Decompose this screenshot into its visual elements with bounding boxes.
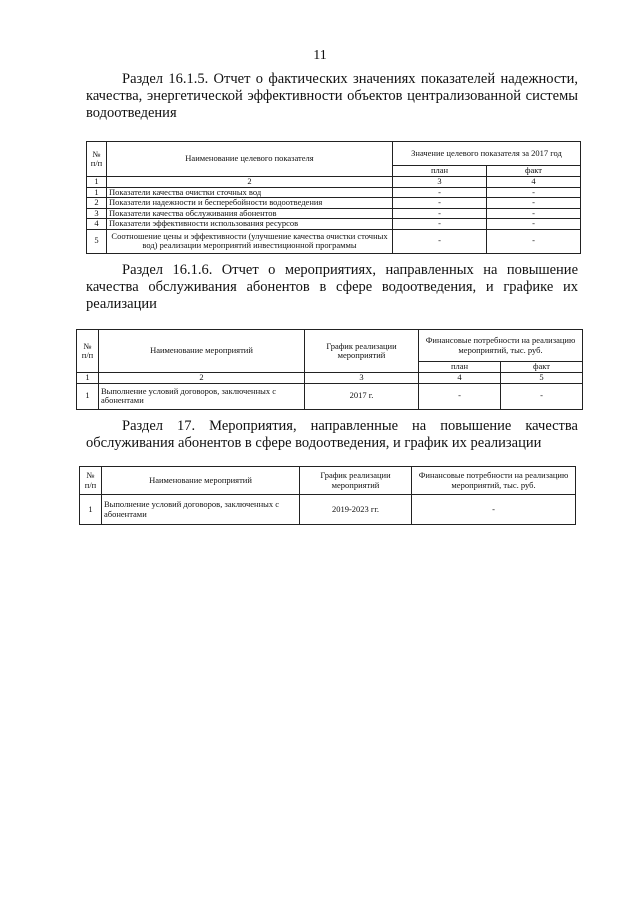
header-measure-name: Наименование мероприятий xyxy=(102,467,300,495)
header-finance: Финансовые потребности на реализацию мероприятий, тыс. руб. xyxy=(419,330,583,362)
row-plan: - xyxy=(393,208,487,219)
index-cell: 5 xyxy=(501,373,583,384)
row-plan: - xyxy=(393,198,487,209)
header-finance: Финансовые потребности на реализацию мероприятий, тыс. руб. xyxy=(412,467,576,495)
index-cell: 2 xyxy=(107,177,393,188)
row-name: Показатели надежности и бесперебойности водоотведения xyxy=(107,198,393,209)
index-cell: 4 xyxy=(419,373,501,384)
table-row xyxy=(87,187,581,198)
row-name: Показатели эффективности использования ресурсов xyxy=(107,219,393,230)
table-row xyxy=(87,198,581,209)
header-plan: план xyxy=(393,166,487,177)
index-cell: 3 xyxy=(393,177,487,188)
section-heading-16-1-5: Раздел 16.1.5. Отчет о фактических значениях показателей надежности, качества, энергетической эффективности объектов централизованной системы водоотведения xyxy=(86,71,578,121)
page-number: 11 xyxy=(313,48,327,63)
row-fact: - xyxy=(501,383,583,409)
row-fact: - xyxy=(487,208,581,219)
header-schedule: График реализации мероприятий xyxy=(305,330,419,373)
row-num: 3 xyxy=(87,208,107,219)
row-plan: - xyxy=(419,383,501,409)
service-measures-plan-table xyxy=(79,466,576,525)
table-row xyxy=(87,229,581,253)
section-heading-17: Раздел 17. Мероприятия, направленные на повышение качества обслуживания абонентов в сфере водоотведения, и график их реализации xyxy=(86,418,578,451)
row-plan: - xyxy=(393,187,487,198)
index-cell: 1 xyxy=(77,373,99,384)
row-name: Показатели качества обслуживания абонентов xyxy=(107,208,393,219)
index-cell: 1 xyxy=(87,177,107,188)
table-row xyxy=(87,208,581,219)
row-num: 5 xyxy=(87,229,107,253)
index-cell: 2 xyxy=(99,373,305,384)
row-num: 2 xyxy=(87,198,107,209)
header-measure-name: Наименование мероприятий xyxy=(99,330,305,373)
header-num: № п/п xyxy=(80,467,102,495)
header-plan: план xyxy=(419,362,501,373)
section-heading-16-1-6: Раздел 16.1.6. Отчет о мероприятиях, направленных на повышение качества обслуживания абонентов в сфере водоотведения, и графике их реализации xyxy=(86,262,578,312)
row-plan: - xyxy=(393,229,487,253)
row-plan: - xyxy=(393,219,487,230)
row-fact: - xyxy=(487,187,581,198)
row-name: Соотношение цены и эффективности (улучшение качества очистки сточных вод) реализации мероприятий инвестиционной программы xyxy=(107,229,393,253)
header-fact: факт xyxy=(501,362,583,373)
header-indicator-name: Наименование целевого показателя xyxy=(107,142,393,177)
header-fact: факт xyxy=(487,166,581,177)
table-row xyxy=(87,219,581,230)
service-measures-report-table xyxy=(76,329,583,410)
row-num: 1 xyxy=(80,495,102,525)
row-fact: - xyxy=(487,198,581,209)
header-indicator-value: Значение целевого показателя за 2017 год xyxy=(393,142,581,166)
row-name: Выполнение условий договоров, заключенных с абонентами xyxy=(99,383,305,409)
row-schedule: 2017 г. xyxy=(305,383,419,409)
row-name: Выполнение условий договоров, заключенных с абонентами xyxy=(102,495,300,525)
index-row xyxy=(77,373,583,384)
index-cell: 4 xyxy=(487,177,581,188)
row-name: Показатели качества очистки сточных вод xyxy=(107,187,393,198)
row-fact: - xyxy=(487,219,581,230)
row-finance: - xyxy=(412,495,576,525)
row-num: 1 xyxy=(77,383,99,409)
header-schedule: График реализации мероприятий xyxy=(300,467,412,495)
target-indicators-table xyxy=(86,141,581,254)
row-fact: - xyxy=(487,229,581,253)
row-num: 4 xyxy=(87,219,107,230)
table-row xyxy=(77,383,583,409)
header-num: № п/п xyxy=(87,142,107,177)
index-row xyxy=(87,177,581,188)
row-schedule: 2019-2023 гг. xyxy=(300,495,412,525)
index-cell: 3 xyxy=(305,373,419,384)
row-num: 1 xyxy=(87,187,107,198)
table-row xyxy=(80,495,576,525)
header-num: № п/п xyxy=(77,330,99,373)
